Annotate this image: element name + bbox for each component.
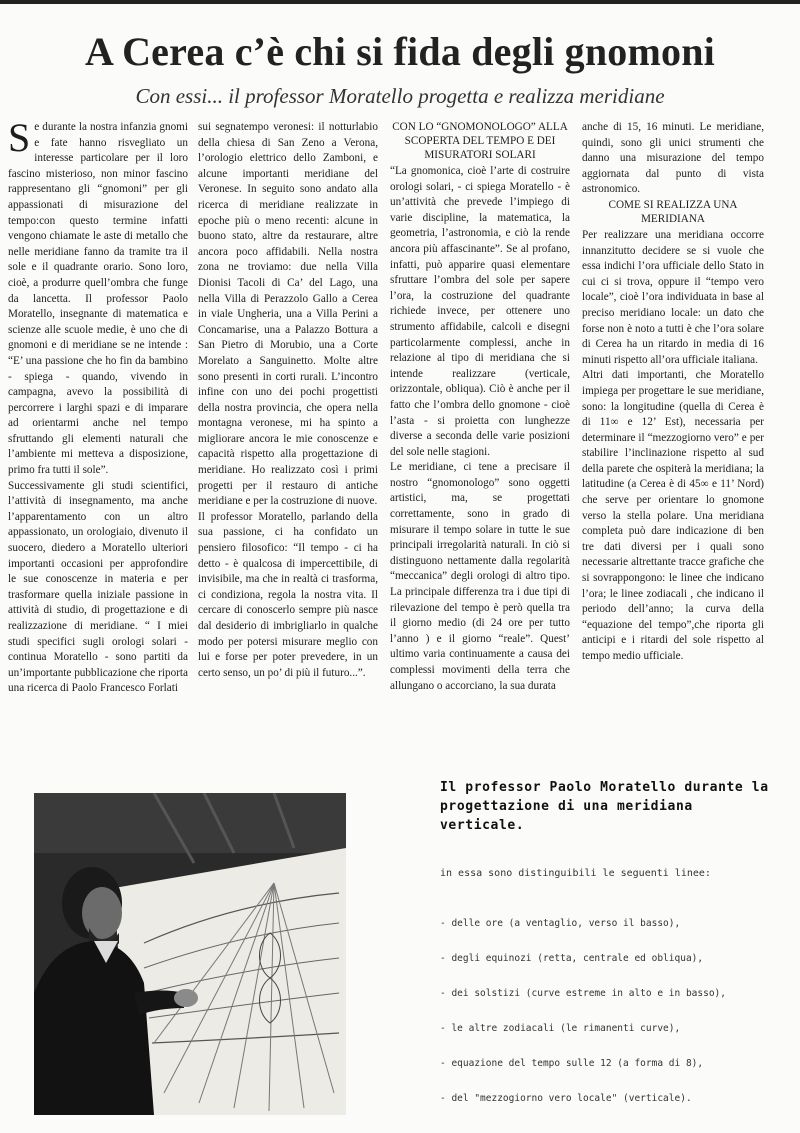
text-column-3 [390,120,570,750]
photo-illustration [34,793,346,1115]
section-heading: COME SI REALIZZA UNA MERIDIANA [608,198,738,225]
list-item: - del "mezzogiorno vero locale" (verticale). [440,1093,692,1104]
paragraph: “La gnomonica, cioè l’arte di costruire orologi solari, - ci spiega Moratello - è un’attività che prevede l’impiego di varie discipline, la matematica, la geometria, l’astronomia, e ciò la rende ancora più affascinante”. Se al profano, infatti, può apparire quasi elementare sfruttare l’ombra del sole per sapere l’ora, la costruzione del quadrante richiede invece, per ottenere uno strumento affidabile, calcoli e disegni particolarmente complessi, anche in relazione al tipo di meridiana che si intende realizzare (verticale, orizzontale, obliqua). Ciò è anche per il fatto che l’ombra dello gnomone - cioè l’asta - si proietta con lunghezze diverse a seconda delle varie posizioni del sole nelle stagioni. [390,165,570,458]
list-item: - le altre zodiacali (le rimanenti curve), [440,1023,681,1034]
section-heading: CON LO “GNOMONOLOGO” ALLA SCOPERTA DEL TEMPO E DEI MISURATORI SOLARI [392,121,568,161]
paragraph: Le meridiane, ci tene a precisare il nostro “gnomonologo” sono oggetti artistici, ma, se progettati correttamente, sono in grado di misurare il tempo solare in tutte le sue principali irregolarità naturali. In ciò si distinguono nettamente dalla regolarità “meccanica” degli orologi di altro tipo. La principale differenza tra i due tipi di rilevazione del tempo è però quella tra il giorno medio (di 24 ore per tutto l’anno ) e il giorno “reale”. Quest’ ultimo varia continuamente a causa dei complessi movimenti della terra che allungano o accorciano, la sua durata [390,461,570,692]
text-column-4 [582,120,764,750]
paragraph: Per realizzare una meridiana occorre innanzitutto decidere se si vuole che essa indichi l’ora ufficiale dello Stato in cui ci si trova, oppure il “tempo vero locale”, cioè l’ora individuata in base al preciso meridiano locale: un dato che forse non è noto a tutti è che l’ora solare di Cerea ha un ritardo in media di 16 minuti rispetto all’ora ufficiale italiana. [582,228,764,366]
article-subtitle: Con essi... il professor Moratello progetta e realizza meridiane [135,84,665,108]
drop-cap: S [8,120,31,160]
paragraph: anche di 15, 16 minuti. Le meridiane, quindi, sono gli unici strumenti che danno una misurazione del tempo aggiornata dal punto di vista astronomico. [582,121,764,196]
list-item: - degli equinozi (retta, centrale ed obliqua), [440,953,704,964]
list-item: - equazione del tempo sulle 12 (a forma di 8), [440,1058,704,1069]
text-column-1 [8,120,188,750]
text-column-2 [198,120,378,750]
paragraph: Altri dati importanti, che Moratello impiega per progettare le sue meridiane, sono: la longitudine (quella di Cerea è di 11∞ e 12’ Est), necessaria per determinare il “mezzogiorno vero” e per stabilire l’inclinazione rispetto al sud della parete che ospiterà la meridiana; la latitudine (a Cerea è di 45∞ e 11’ Nord) che serve per orientare lo gnomone verso la stella polare. Una meridiana completa può dare indicazione di ben tre dati diversi per i quali sono necessarie altrettante tracce grafiche che si sovrappongono: le linee che indicano l’ora; le linee zodiacali , che indicano il periodo dell’anno; la curva della “equazione del tempo”,che riporta gli anticipi e i ritardi del sole rispetto al tempo medio ufficiale. [582,369,764,662]
paragraph: Successivamente gli studi scientifici, l’attività di insegnamento, ma anche l’apparentamento con un altro appassionato, un orologiaio, divenuto il suocero, diedero a Moratello ulteriori importanti occasioni per approfondire le sue conoscenze in materia e per trasformare quella iniziale passione in attività di studio, di progettazione e di realizzazione di meridiane. “ I miei studi specifici sugli orologi solari - continua Moratello - sono partiti da un’importante pubblicazione che riporta una ricerca di Paolo Francesco Forlati [8,479,188,695]
paragraph: Il professor Moratello, parlando della sua passione, ci ha confidato un pensiero filosofico: “Il tempo - ci ha detto - è qualcosa di impercettibile, di invisibile, ma che in realtà ci trasforma, ci condiziona, regola la nostra vita. Il cercare di conoscerlo sempre più nasce dal desiderio di imbrigliarlo in qualche modo per potersi misurare meglio con lui e forse per poter prevedere, in un certo senso, un po’ di più il futuro...”. [198,510,378,679]
figure-caption-intro: in essa sono distinguibili le seguenti linee: [440,868,711,879]
list-item: - dei solstizi (curve estreme in alto e in basso), [440,988,726,999]
figure-caption-title: Il professor Paolo Moratello durante la progettazione di una meridiana verticale. [440,780,769,833]
top-rule [0,0,800,4]
photo-sundial-designer [34,793,346,1115]
list-item: - delle ore (a ventaglio, verso il basso), [440,918,681,929]
paragraph: sui segnatempo veronesi: il notturlabio della chiesa di San Zeno a Verona, l’orologio elettrico dello Zamboni, e alcune importanti meridiane del Veronese. In seguito sono andato alla ricerca di meridiane realizzate in epoche più o meno recenti: alcune in buono stato, altre da restaurare, altre ancora poco affidabili. Nella nostra zona ne troviamo: due nella Villa Dionisi Tacoli di Ca’ del Lago, una nella Villa di Perazzolo Gallo a Cerea in viale Ungheria, una a Villa Perini a Concamarise, una a Palazzo Bottura a San Pietro di Morubio, una a Corte Morelato a Sanguinetto. Molte altre sono presenti in corti rurali. L’incontro infine con uno dei pochi progettisti della nostra provincia, che opera nella montagna veronese, mi ha spinto a migliorare ancora le mie conoscenze e capacità rispetto alla progettazione di meridiane. Ho realizzato così i primi progetti per il restauro di antiche meridiane e per la costruzione di nuove. [198,121,378,508]
figure-caption-list [440,918,790,1128]
article-title: A Cerea c’è chi si fida degli gnomoni [85,29,715,74]
paragraph: e durante la nostra infanzia gnomi e fate hanno risvegliato un interesse particolare per il loro fascino misterioso, non minor fascino rappresentano gli “gnomoni” per gli appassionati di misurazione del tempo:con questo termine infatti vengono chiamate le aste di metallo che nelle meridiane fanno da tramite tra il sole e il quadrante orario. Sono loro, cioè, a produrre quell’ombra che funge da lancetta. Il professor Paolo Moratello, insegnante di matematica e scienze alle scuole medie, è uno che di gnomoni e di meridiane se ne intende : “E’ una passione che ho fin da bambino - spiega - quando, vivendo in campagna, avevo la possibilità di percorrere i larghi spazi e di imparare ad orientarmi anche nel tempo sfruttando gli elementi naturali che l’ambiente mi metteva a disposizione, primo fra tutti il sole”. [8,121,188,477]
